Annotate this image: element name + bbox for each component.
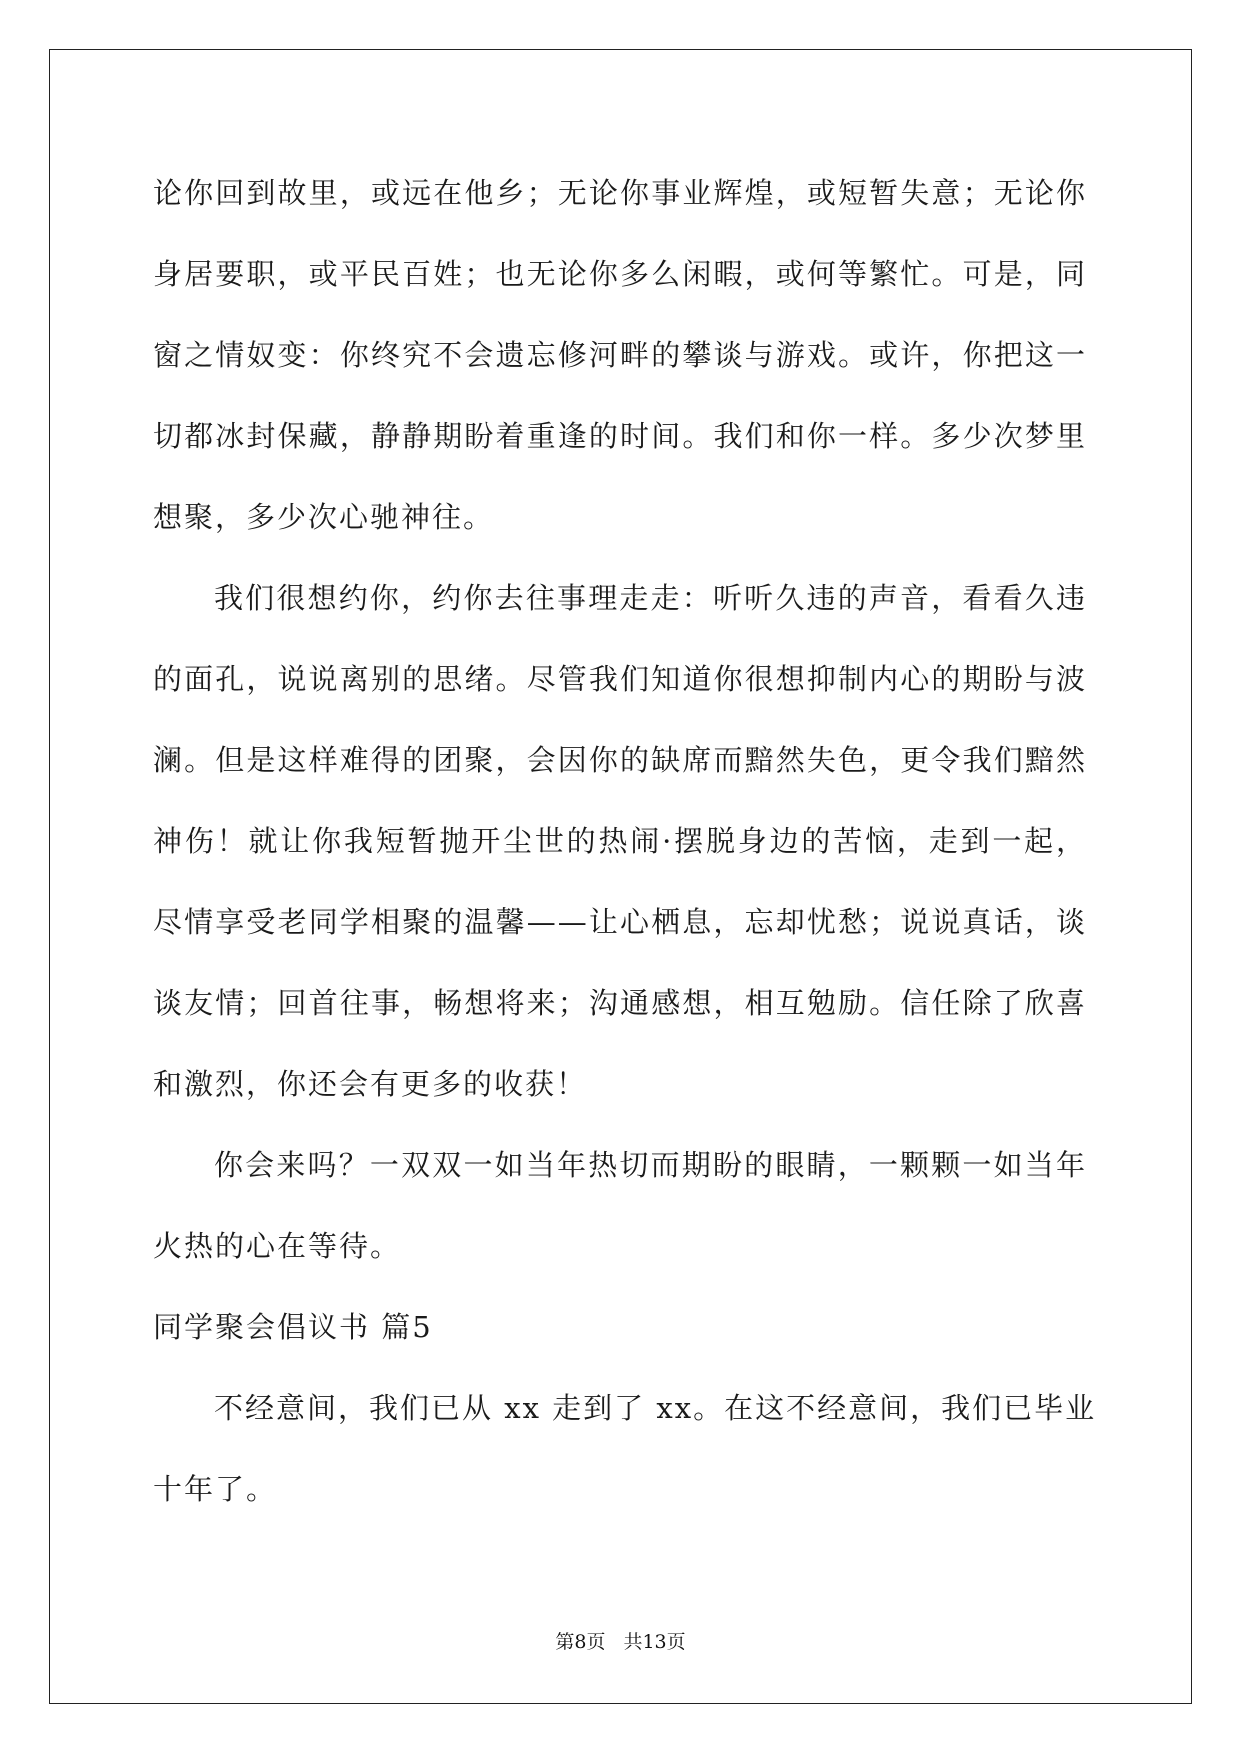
page-total: 共13页 [623, 1631, 686, 1653]
body-line: 窗之情奴变：你终究不会遗忘修河畔的攀谈与游戏。或许，你把这一 [153, 338, 1087, 372]
page-footer [0, 1627, 1241, 1654]
body-line: 你会来吗？一双双一如当年热切而期盼的眼睛，一颗颗一如当年 [214, 1148, 1087, 1182]
page-number: 第8页 [555, 1631, 606, 1653]
body-line: 十年了。 [153, 1472, 278, 1506]
body-line: 想聚，多少次心驰神往。 [153, 500, 495, 534]
body-line: 我们很想约你，约你去往事理走走：听听久违的声音，看看久违 [214, 581, 1087, 615]
document-body [153, 161, 1097, 1538]
body-line: 的面孔，说说离别的思绪。尽管我们知道你很想抑制内心的期盼与波 [153, 662, 1087, 696]
body-line: 论你回到故里，或远在他乡；无论你事业辉煌，或短暂失意；无论你 [153, 176, 1087, 210]
section-heading: 同学聚会倡议书 篇5 [153, 1310, 433, 1344]
body-line: 尽情享受老同学相聚的温馨——让心栖息，忘却忧愁；说说真话，谈 [153, 905, 1087, 939]
body-line: 不经意间，我们已从 xx 走到了 xx。在这不经意间，我们已毕业 [214, 1391, 1097, 1425]
body-line: 谈友情；回首往事，畅想将来；沟通感想，相互勉励。信任除了欣喜 [153, 986, 1087, 1020]
body-line: 澜。但是这样难得的团聚，会因你的缺席而黯然失色，更令我们黯然 [153, 743, 1087, 777]
body-line: 神伤！就让你我短暂抛开尘世的热闹·摆脱身边的苦恼，走到一起， [153, 824, 1087, 858]
body-line: 和激烈，你还会有更多的收获！ [153, 1067, 588, 1101]
body-line: 切都冰封保藏，静静期盼着重逢的时间。我们和你一样。多少次梦里 [153, 419, 1087, 453]
body-line: 火热的心在等待。 [153, 1229, 402, 1263]
body-line: 身居要职，或平民百姓；也无论你多么闲暇，或何等繁忙。可是，同 [153, 257, 1087, 291]
